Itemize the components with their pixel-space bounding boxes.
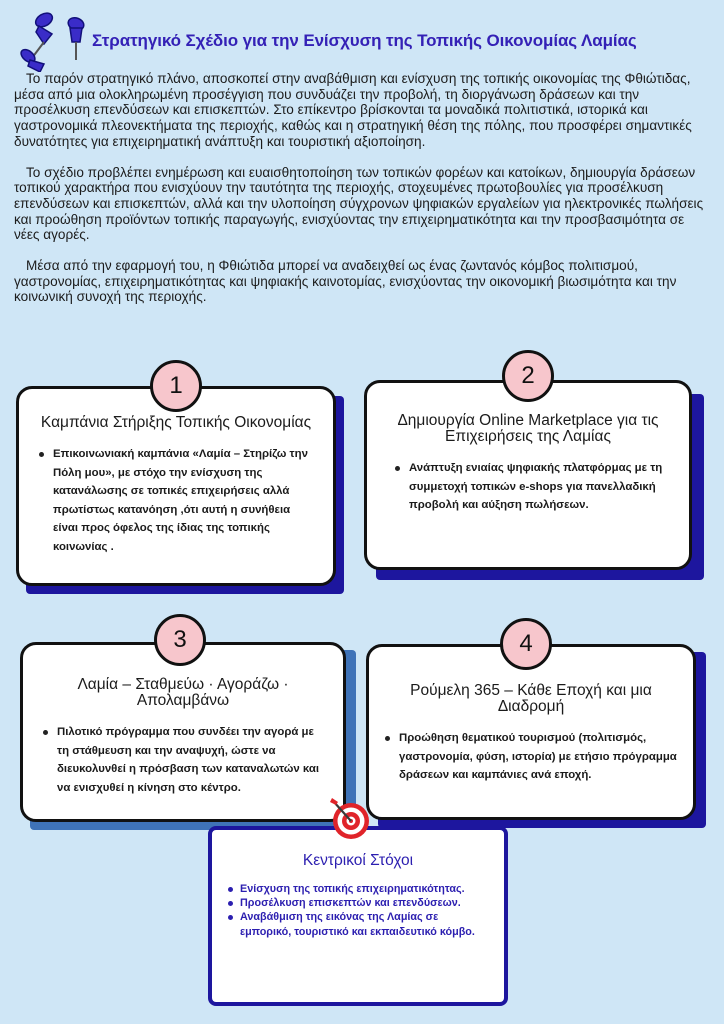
step-number-badge: 1 (150, 360, 202, 412)
card-bullet: Επικοινωνιακή καμπάνια «Λαμία – Στηρίζω την Πόλη μου», με στόχο την ενίσχυση της κατανάλωσης σε τοπικές επιχειρήσεις αλλά πρωτίστως κατανόηση ,ότι αυτή η συνήθεια είναι προς όφελος της ίδιας της τοπικής κοινωνίας . (37, 445, 317, 556)
card-title: Λαμία – Σταθμεύω · Αγοράζω · Απολαμβάνω (77, 676, 289, 709)
step-number-badge: 2 (502, 350, 554, 402)
push-pins-icon (14, 10, 94, 72)
card-bullet: Πιλοτικό πρόγραμμα που συνδέει την αγορά με τη στάθμευση και την αναψυχή, ώστε να διευκολυνθεί η πρόσβαση των καταναλωτών και να ενισχυθεί η κίνηση στο κέντρο. (41, 723, 329, 797)
card-body (366, 644, 696, 820)
strategy-card-3 (18, 614, 364, 834)
goal-item: Ενίσχυση της τοπικής επιχειρηματικότητας. (226, 882, 490, 896)
intro-text (14, 71, 710, 320)
strategy-card-1 (14, 360, 360, 600)
intro-paragraph: Το σχέδιο προβλέπει ενημέρωση και ευαισθητοποίηση των τοπικών φορέων και κατοίκων, δημιουργία δράσεων τοπικού χαρακτήρα που ενισχύουν την ταυτότητα της περιοχής, στοχευμένες πρωτοβουλίες για προσέλκυση επενδύσεων και επισκεπτών, αλλά και την υλοποίηση σύγχρονων ψηφιακών εργαλείων για ηλεκτρονικές πωλήσεις και προώθηση προϊόντων τοπικής παραγωγής, ενισχύοντας την επιχειρηματικότητα και την προσβασιμότητα σε νέες αγορές. (14, 164, 704, 243)
step-number-badge: 3 (154, 614, 206, 666)
central-goals-box (208, 826, 508, 1006)
card-bullet: Ανάπτυξη ενιαίας ψηφιακής πλατφόρμας με τη συμμετοχή τοπικών e-shops για πανελλαδική προβολή και αύξηση πωλήσεων. (393, 459, 673, 515)
card-body (20, 642, 346, 822)
goal-item: Προσέλκυση επισκεπτών και επενδύσεων. (226, 896, 490, 910)
goals-title: Κεντρικοί Στόχοι (302, 852, 414, 869)
card-body (364, 380, 692, 570)
card-body (16, 386, 336, 586)
target-icon (328, 796, 374, 842)
card-bullet: Προώθηση θεματικού τουρισμού (πολιτισμός, γαστρονομία, φύση, ιστορία) με ετήσιο πρόγραμμα δράσεων και καμπάνιες ανά εποχή. (383, 729, 679, 785)
card-title: Δημιουργία Online Marketplace για τις Επιχειρήσεις της Λαμίας (397, 412, 659, 445)
page-title: Στρατηγικό Σχέδιο για την Ενίσχυση της Τοπικής Οικονομίας Λαμίας (92, 31, 637, 50)
card-title: Ρούμελη 365 – Κάθε Εποχή και μια Διαδρομή (410, 682, 652, 715)
card-title: Καμπάνια Στήριξης Τοπικής Οικονομίας (40, 414, 312, 431)
intro-paragraph: Το παρόν στρατηγικό πλάνο, αποσκοπεί στην αναβάθμιση και ενίσχυση της τοπικής οικονομίας της Φθιώτιδας, μέσα από μια ολοκληρωμένη προσέγγιση που συνδυάζει την προβολή, τη διοργάνωση δράσεων και την προσέλκυση επενδύσεων και επισκεπτών. Στο επίκεντρο βρίσκονται τα μοναδικά πολιτιστικά, ιστορικά και γαστρονομικά πλεονεκτήματα της περιοχής, καθώς και η στρατηγική θέση της πόλης, που προσφέρει σημαντικές δυνατότητες για επιχειρηματική ανάπτυξη και τουριστική αξιοποίηση. (14, 71, 692, 149)
strategy-card-2 (362, 350, 712, 590)
goal-item: Αναβάθμιση της εικόνας της Λαμίας σε εμπορικό, τουριστικό και εκπαιδευτικό κόμβο. (226, 910, 490, 938)
intro-paragraph: Μέσα από την εφαρμογή του, η Φθιώτιδα μπορεί να αναδειχθεί ως ένας ζωντανός κόμβος πολιτισμού, γαστρονομίας, επιχειρηματικότητας και ψηφιακής καινοτομίας, ενισχύοντας την οικονομική βιωσιμότητα και την κοινωνική συνοχή της περιοχής. (14, 258, 677, 305)
step-number-badge: 4 (500, 618, 552, 670)
strategy-card-4 (366, 618, 714, 834)
